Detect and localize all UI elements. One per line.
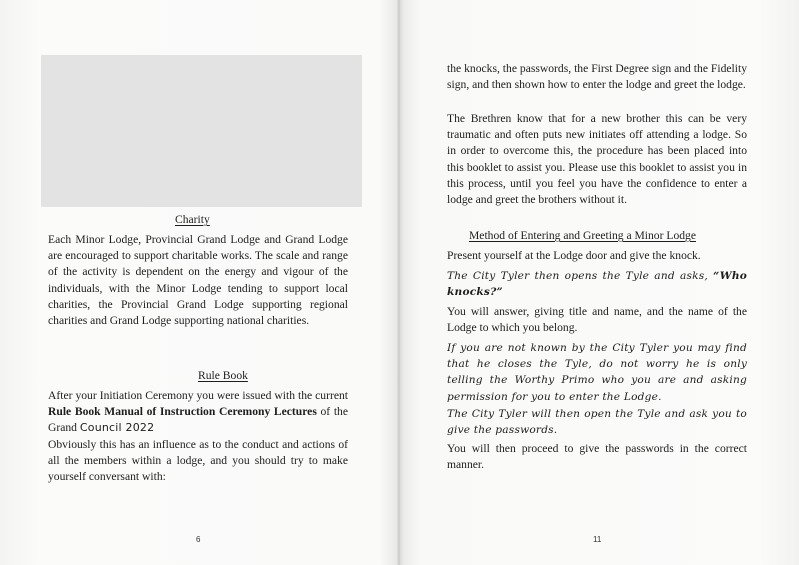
rule-book-intro: After your Initiation Ceremony you were issued with the current bbox=[48, 389, 348, 402]
rule-book-titles: Rule Book Manual of Instruction Ceremony Lectures bbox=[48, 405, 317, 419]
right-paragraph-1: the knocks, the passwords, the First Degree sign and the Fidelity sign, and then shown how to enter the lodge and greet the lodge. bbox=[447, 62, 747, 92]
who-knocks-quote: “Who knocks?” bbox=[447, 270, 747, 299]
step-tyler-opens bbox=[447, 268, 747, 300]
charity-paragraph: Each Minor Lodge, Provincial Grand Lodge and Grand Lodge are encouraged to support charitable works. The scale and range of the activity is dependent on the energy and vigour of the individuals, with the Minor Lodge tending to support local charities, the Provincial Grand Lodge supporting regional charities and Grand Lodge supporting national charities. bbox=[48, 233, 348, 328]
step-present: Present yourself at the Lodge door and give the knock. bbox=[447, 249, 701, 262]
rule-book-edition: Council 2022 bbox=[79, 421, 155, 435]
right-page bbox=[401, 0, 799, 565]
page-number-right: 11 bbox=[593, 535, 602, 544]
charity-heading: Charity bbox=[175, 213, 210, 226]
rule-book-paragraph bbox=[48, 388, 348, 485]
step-give-passwords: You will then proceed to give the passwords in the correct manner. bbox=[447, 442, 747, 472]
left-page bbox=[0, 0, 398, 565]
rule-book-of-the-grand: of the Grand bbox=[48, 405, 348, 435]
step-not-known: If you are not known by the City Tyler you may find that he closes the Tyle, do not worry he is only telling the Worthy Primo who you are and asking permission for you to enter the Lodge. bbox=[447, 342, 747, 403]
rule-book-rest: Obviously this has an influence as to the conduct and actions of all the members within a lodge, and you should try to make yourself conversant with: bbox=[48, 437, 348, 484]
method-heading: Method of Entering and Greeting a Minor Lodge bbox=[469, 229, 696, 242]
rule-book-heading: Rule Book bbox=[198, 369, 248, 382]
right-paragraph-2: The Brethren know that for a new brother this can be very traumatic and often puts new initiates off attending a lodge. So in order to overcome this, the procedure has been placed into this booklet to assist you. Please use this booklet to assist you in this process, until you feel you have the confidence to enter a lodge and greet the brothers without it. bbox=[447, 112, 747, 207]
step-tyler-opens-lead: The City Tyler then opens the Tyle and asks, bbox=[447, 270, 708, 282]
page-number-left: 6 bbox=[196, 535, 201, 544]
step-answer: You will answer, giving title and name, and the name of the Lodge to which you belong. bbox=[447, 305, 747, 335]
step-passwords-asked: The City Tyler will then open the Tyle and ask you to give the passwords. bbox=[447, 408, 747, 437]
image-placeholder bbox=[41, 55, 362, 207]
